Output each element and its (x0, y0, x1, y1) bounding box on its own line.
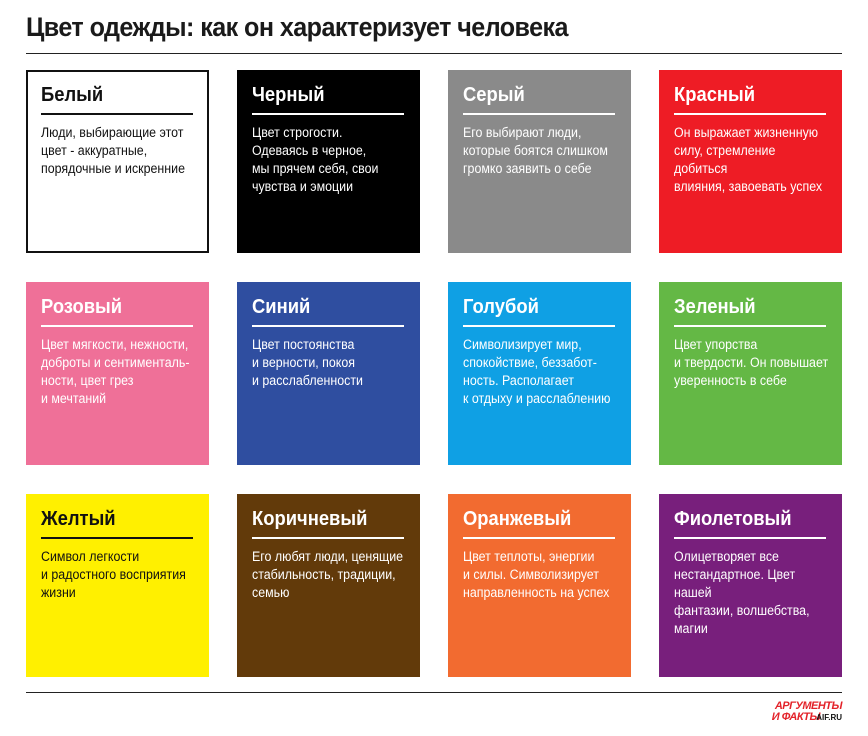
color-grid (26, 70, 842, 677)
card-description: Символ легкости и радостного восприятия жизни (41, 549, 186, 600)
card-divider (41, 113, 193, 115)
card-title: Серый (463, 84, 525, 106)
card-description: Он выражает жизненную силу, стремление добиться влияния, завоевать успех (674, 125, 823, 194)
top-divider (26, 53, 842, 54)
card-description: Символизирует мир, спокойствие, беззабот- ность. Располагает к отдыху и расслаблению (463, 337, 611, 406)
card-description: Его любят люди, ценящие стабильность, традиции, семью (252, 549, 404, 600)
color-card-purple (659, 494, 842, 677)
card-title: Розовый (41, 296, 123, 318)
card-description: Цвет постоянства и верности, покоя и расслабленности (252, 337, 363, 388)
card-description: Цвет строгости. Одеваясь в черное, мы прячем себя, свои чувства и эмоции (252, 125, 379, 194)
color-card-orange (448, 494, 631, 677)
color-card-gray (448, 70, 631, 253)
color-card-brown (237, 494, 420, 677)
card-description: Цвет упорства и твердости. Он повышает уверенность в себе (674, 337, 829, 388)
card-divider (674, 113, 826, 115)
card-description: Олицетворяет все нестандартное. Цвет нашей фантазии, волшебства, магии (674, 549, 810, 636)
card-description: Его выбирают люди, которые боятся слишком громко заявить о себе (463, 125, 608, 176)
color-card-white (26, 70, 209, 253)
logo-site: AIF.RU (816, 713, 842, 722)
aif-logo (756, 698, 842, 728)
color-card-red (659, 70, 842, 253)
card-title: Черный (252, 84, 325, 106)
color-card-blue (237, 282, 420, 465)
card-title: Белый (41, 84, 104, 106)
color-card-green (659, 282, 842, 465)
card-title: Желтый (41, 508, 116, 530)
card-title: Оранжевый (463, 508, 572, 530)
card-title: Зеленый (674, 296, 756, 318)
card-title: Красный (674, 84, 756, 106)
card-description: Люди, выбирающие этот цвет - аккуратные, порядочные и искренние (41, 125, 185, 176)
color-card-pink (26, 282, 209, 465)
card-title: Коричневый (252, 508, 368, 530)
card-divider (41, 325, 193, 327)
card-divider (674, 325, 826, 327)
card-divider (463, 537, 615, 539)
card-divider (463, 325, 615, 327)
card-divider (674, 537, 826, 539)
card-divider (463, 113, 615, 115)
bottom-divider (26, 692, 842, 693)
card-divider (252, 537, 404, 539)
card-divider (41, 537, 193, 539)
card-title: Фиолетовый (674, 508, 792, 530)
logo-line1: АРГУМЕНТЫ (774, 700, 842, 712)
card-title: Синий (252, 296, 311, 318)
card-description: Цвет мягкости, нежности, доброты и сентименталь- ности, цвет грез и мечтаний (41, 337, 190, 406)
color-card-yellow (26, 494, 209, 677)
card-divider (252, 113, 404, 115)
card-divider (252, 325, 404, 327)
logo-line2: И ФАКТЫ (771, 711, 820, 723)
page-title: Цвет одежды: как он характеризует человека (26, 12, 568, 42)
card-description: Цвет теплоты, энергии и силы. Символизирует направленность на успех (463, 549, 610, 600)
color-card-light-blue (448, 282, 631, 465)
color-card-black (237, 70, 420, 253)
card-title: Голубой (463, 296, 539, 318)
